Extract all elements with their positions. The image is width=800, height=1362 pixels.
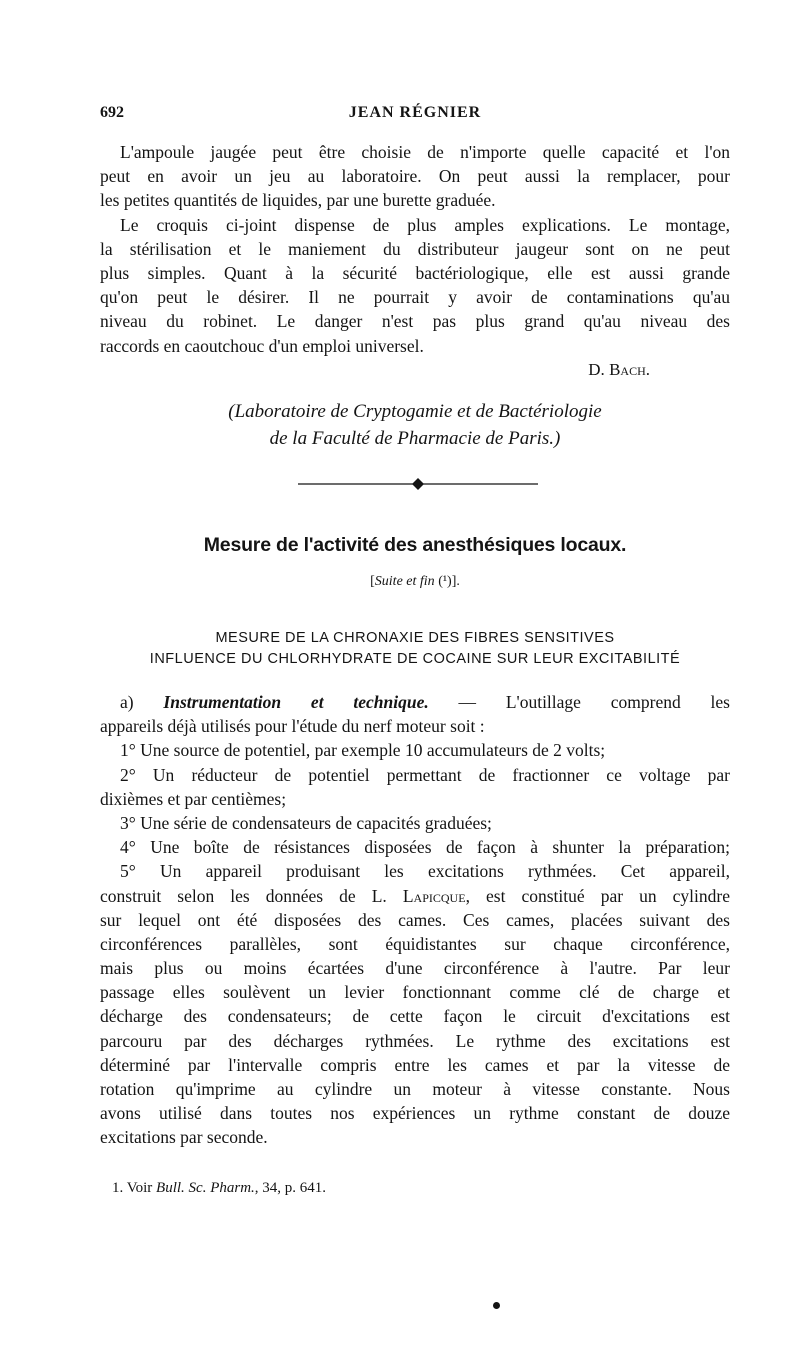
text-line: dixièmes et par centièmes;: [100, 788, 287, 809]
subtitle-bracket-close: (¹)].: [434, 574, 460, 589]
footnote-text-after: , 34, p. 641.: [254, 1180, 327, 1196]
list-item: 3° Une série de condensateurs de capacités graduées;: [120, 812, 492, 833]
footnote-number: 1.: [112, 1180, 124, 1196]
text-line: décharge des condensateurs; de cette façon le circuit d'excitations est: [100, 1006, 730, 1027]
subtitle-bracket-open: [: [370, 574, 375, 589]
lead-line: [100, 690, 730, 714]
text-line: circonférences parallèles, sont équidistantes sur chaque circonférence,: [100, 933, 730, 954]
text-line: sur lequel ont été disposées des cames. Ces cames, placées suivant des: [100, 909, 730, 930]
text-line: Le croquis ci-joint dispense de plus amples explications. Le montage,: [120, 214, 730, 235]
lead-prefix: a): [120, 692, 164, 712]
lapicque-before: construit selon les données de L.: [100, 885, 387, 906]
list-item: 5° Un appareil produisant les excitations rythmées. Cet appareil,: [120, 861, 730, 882]
section-divider-ornament: [298, 477, 538, 491]
lapicque-after: , est constitué par un cylindre: [465, 885, 730, 906]
article-subtitle: [100, 574, 730, 590]
list-item: 4° Une boîte de résistances disposées de façon à shunter la préparation;: [120, 837, 730, 858]
section-heading: [100, 628, 730, 670]
text-line: qu'on peut le désirer. Il ne pourrait y avoir de contaminations qu'au: [100, 287, 730, 308]
affiliation: [100, 398, 730, 452]
text-line: parcouru par des décharges rythmées. Le rythme des excitations est: [100, 1030, 730, 1051]
text-line: peut en avoir un jeu au laboratoire. On peut aussi la remplacer, pour: [100, 166, 730, 187]
lead-rest: — L'outillage comprend les: [428, 692, 730, 712]
intro-paragraphs: [100, 140, 730, 358]
footnote-text-before: Voir: [123, 1180, 157, 1196]
text-line: rotation qu'imprime au cylindre un moteur à vitesse constante. Nous: [100, 1079, 730, 1099]
list-item: 1° Une source de potentiel, par exemple 10 accumulateurs de 2 volts;: [120, 740, 606, 761]
section-heading-line-1: MESURE DE LA CHRONAXIE DES FIBRES SENSITIVES: [215, 630, 615, 646]
page-number: 692: [100, 104, 124, 121]
diamond-icon: [412, 478, 424, 490]
signature-initial: D.: [588, 360, 605, 379]
text-line-lapicque: [100, 884, 730, 908]
text-line: plus simples. Quant à la sécurité bactériologique, elle est aussi grande: [100, 262, 730, 283]
text-line: passage elles soulèvent un levier fonctionnant comme clé de charge et: [100, 982, 730, 1003]
text-line: les petites quantités de liquides, par une burette graduée.: [100, 190, 496, 211]
text-line: la stérilisation et le maniement du distributeur jaugeur sont on ne peut: [100, 238, 730, 259]
footnote-journal: Bull. Sc. Pharm.: [156, 1180, 255, 1196]
ink-speck: [493, 1302, 500, 1309]
signature: [100, 360, 650, 380]
author-name: Lapicque: [402, 885, 466, 906]
text-line: avons utilisé dans toutes nos expériences un rythme constant de douze: [100, 1103, 730, 1124]
text-line: L'ampoule jaugée peut être choisie de n'importe quelle capacité et l'on: [120, 142, 730, 162]
text-line: niveau du robinet. Le danger n'est pas plus grand qu'au niveau des: [100, 311, 730, 332]
running-title: JEAN RÉGNIER: [348, 104, 482, 121]
text-line: appareils déjà utilisés pour l'étude du nerf moteur soit :: [100, 716, 485, 737]
article-title: Mesure de l'activité des anesthésiques locaux.: [203, 534, 627, 556]
text-line: raccords en caoutchouc d'un emploi universel.: [100, 335, 424, 356]
list-item: 2° Un réducteur de potentiel permettant de fractionner ce voltage par: [120, 764, 730, 785]
section-heading-line-2: INFLUENCE DU CHLORHYDRATE DE COCAINE SUR LEUR EXCITABILITÉ: [149, 651, 681, 667]
lead-title: Instrumentation et technique.: [163, 692, 429, 712]
footnote: [112, 1180, 326, 1197]
signature-name: Bach.: [609, 360, 650, 379]
affiliation-line-1: (Laboratoire de Cryptogamie et de Bactériologie: [228, 401, 602, 422]
affiliation-line-2: de la Faculté de Pharmacie de Paris.): [269, 428, 561, 449]
subtitle-italic: Suite et fin: [374, 574, 435, 589]
section-body: [100, 690, 730, 1150]
text-line: mais plus ou moins écartées d'une circonférence à l'autre. Par leur: [100, 958, 730, 979]
text-line: excitations par seconde.: [100, 1127, 268, 1148]
running-header: [100, 104, 730, 128]
text-line: déterminé par l'intervalle compris entre les cames et par la vitesse de: [100, 1054, 730, 1075]
